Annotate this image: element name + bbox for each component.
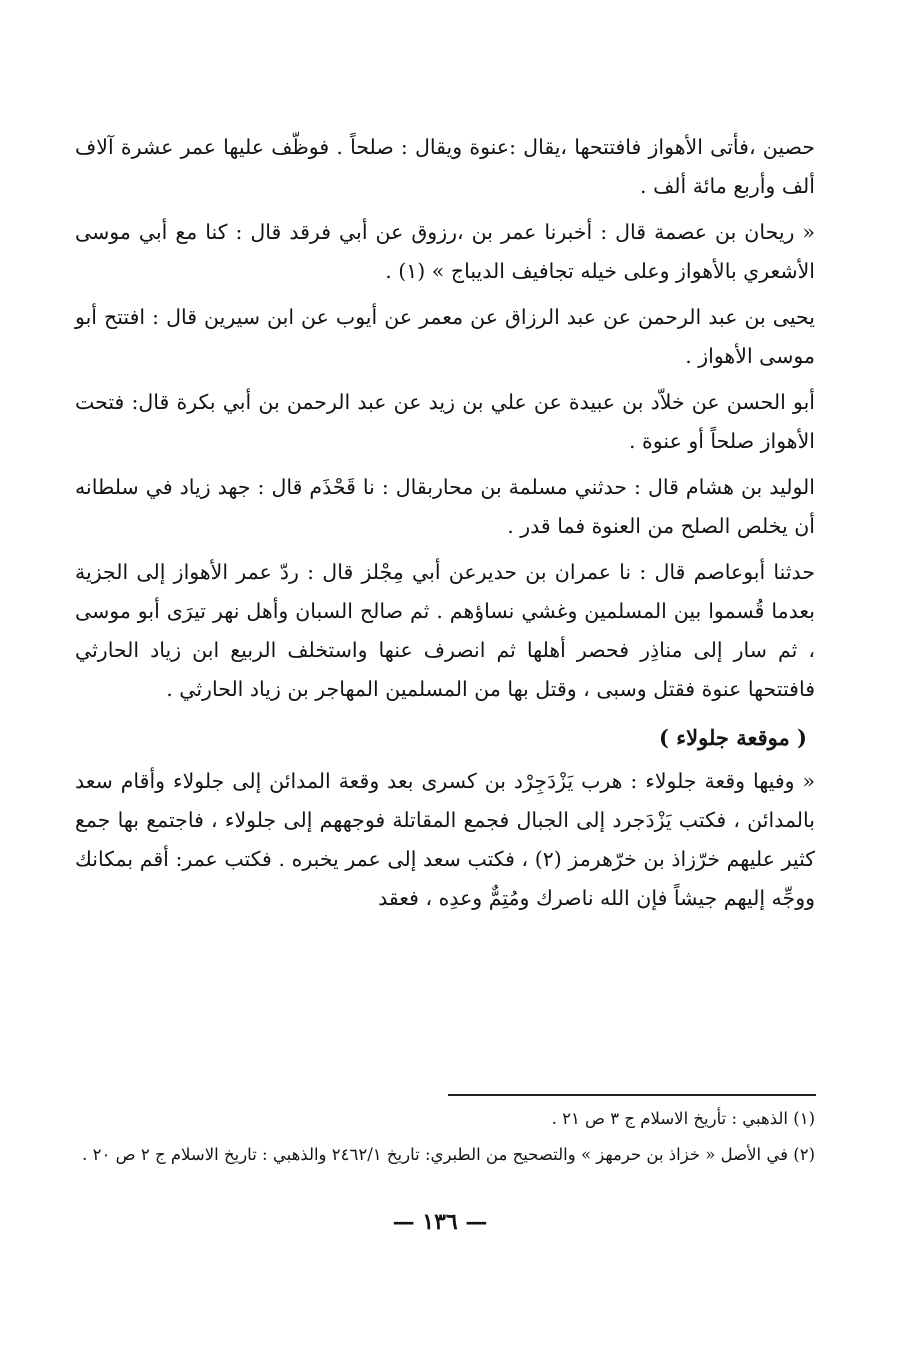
page-number: — ١٣٦ —: [392, 1209, 488, 1235]
footnote-divider: [448, 1094, 816, 1096]
paragraph-abul-hasan-narration: أبو الحسن عن خلاّد بن عبيدة عن علي بن زيد عن عبد الرحمن بن أبي بكرة قال: فتحت الأهواز صلحاً أو عنوة .: [75, 390, 815, 453]
paragraph-walid-narration: الوليد بن هشام قال : حدثني مسلمة بن محاربقال : نا قَحْذَم قال : جهد زياد في سلطانه أن يخلص الصلح من العنوة فما قدر .: [75, 475, 815, 538]
paragraph-ahwaz-conquest: حصين ،فأتى الأهواز فافتتحها ،يقال :عنوة ويقال : صلحاً . فوظّف عليها عمر عشرة آلاف ألف وأربع مائة ألف .: [75, 135, 815, 198]
footnote-2: (٢) في الأصل « خزاذ بن حرمهز » والتصحيح من الطبري: تاريخ ٢٤٦٢/١ والذهبي : تاريخ الاسلام ج ٢ ص ٢٠ .: [82, 1145, 815, 1164]
paragraph-jalula-battle: « وفيها وقعة جلولاء : هرب يَزْدَجِرْد بن كسرى بعد وقعة المدائن إلى جلولاء وأقام سعد بالمدائن ، فكتب يَزْدَجرد إلى الجبال فجمع المقاتلة فوجههم إلى جلولاء ، فاجتمع بها جمع كثير عليهم خرّزاذ بن خرّهرمز (٢) ، فكتب سعد إلى عمر يخبره . فكتب عمر: أقم بمكانك ووجِّه إليهم جيشاً فإن الله ناصرك ومُتِمٌّ وعدِه ، فعقد: [75, 769, 816, 910]
paragraph-abu-asim-narration: حدثنا أبوعاصم قال : نا عمران بن حديرعن أبي مِجْلز قال : ردّ عمر الأهواز إلى الجزية بعدما قُسموا بين المسلمين وغشي نساؤهم . ثم صالح السبان وأهل نهر تيرَى أبو موسى ، ثم سار إلى مناذِر فحصر أهلها ثم انصرف عنها واستخلف الربيع ابن زياد الحارثي فافتتحها عنوة فقتل وسبى ، وقتل بها من المسلمين المهاجر بن زياد الحارثي .: [75, 560, 815, 701]
section-heading-jalula: ( موقعة جلولاء ): [659, 725, 807, 750]
footnotes: [75, 1103, 815, 1175]
page-body: [75, 128, 815, 925]
paragraph-rayhan-narration: « ريحان بن عصمة قال : أخبرنا عمر بن ،رزوق عن أبي فرقد قال : كنا مع أبي موسى الأشعري بالأهواز وعلى خيله تجافيف الديباج » (١) .: [75, 220, 815, 283]
paragraph-yahya-narration: يحيى بن عبد الرحمن عن عبد الرزاق عن معمر عن أيوب عن ابن سيرين قال : افتتح أبو موسى الأهواز .: [75, 305, 815, 368]
footnote-1: (١) الذهبي : تأريخ الاسلام ج ٣ ص ٢١ .: [551, 1109, 815, 1128]
